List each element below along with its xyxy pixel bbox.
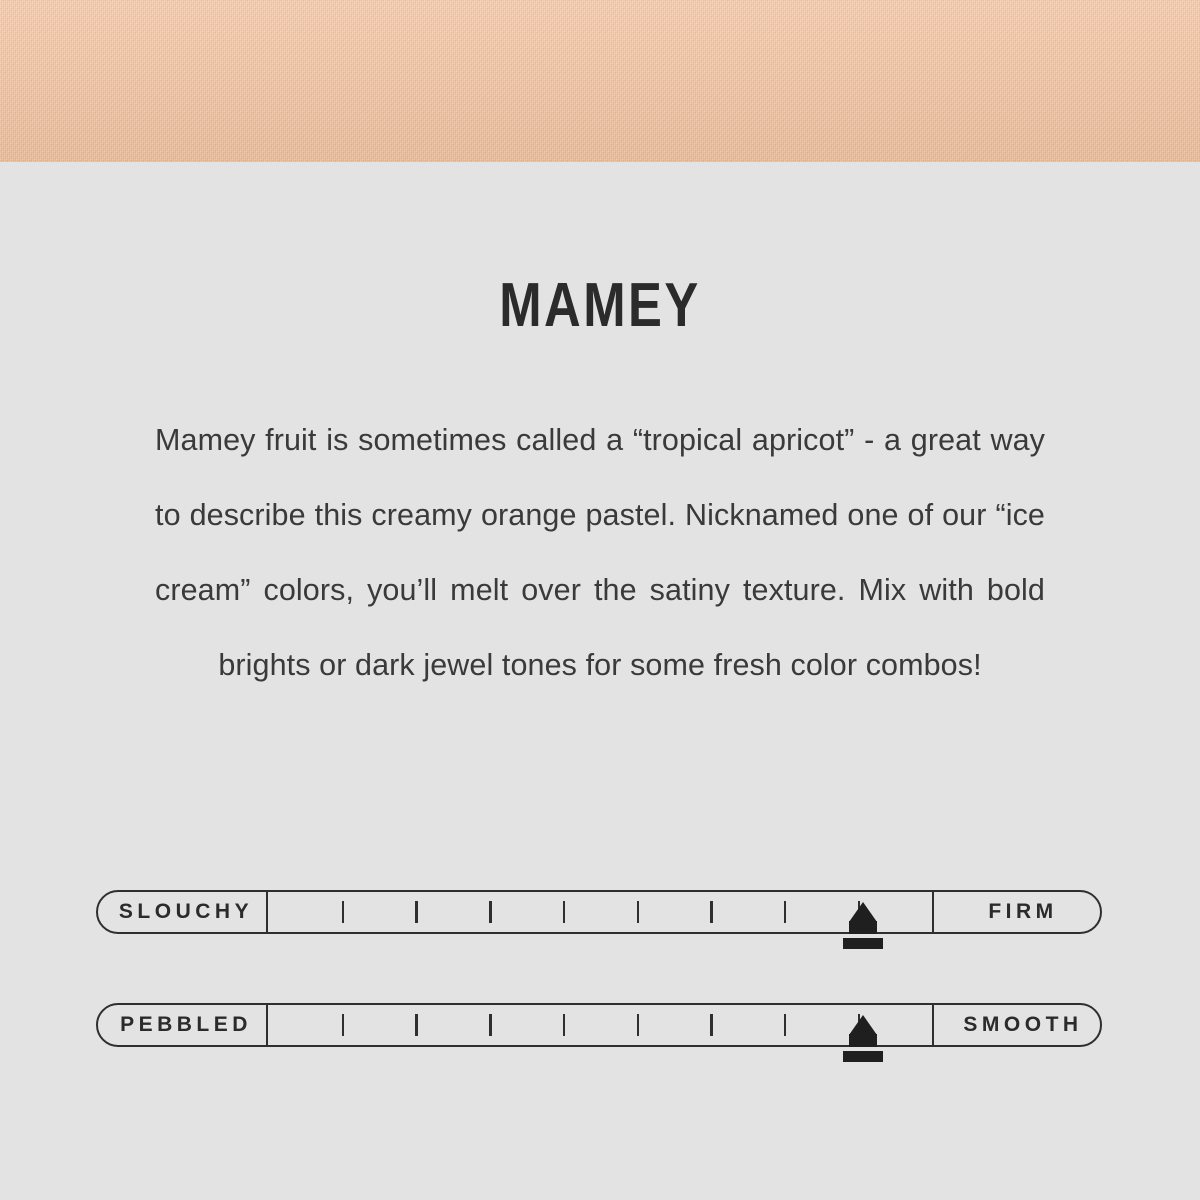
drape-slider[interactable] <box>96 890 1104 936</box>
texture-slider[interactable] <box>96 1003 1104 1049</box>
tick-mark <box>784 901 787 923</box>
tick-mark <box>342 1014 345 1036</box>
tick-mark <box>489 901 492 923</box>
page-title: MAMEY <box>499 271 701 340</box>
tick-mark <box>637 901 640 923</box>
tick-mark <box>637 1014 640 1036</box>
tick-mark <box>415 901 418 923</box>
color-description: Mamey fruit is sometimes called a “tropical apricot” - a great way to describe this creamy orange pastel. Nicknamed one of our “ice cream” colors, you’ll melt over the satiny texture. Mix with bold brights or dark jewel tones for some fresh color combos! <box>155 423 1045 682</box>
card-content <box>0 162 1200 703</box>
tick-mark <box>415 1014 418 1036</box>
attribute-sliders <box>0 890 1200 1049</box>
tick-mark <box>342 901 345 923</box>
tick-mark <box>489 1014 492 1036</box>
slider-handle-icon[interactable] <box>843 1015 883 1071</box>
slider-ticks <box>268 1003 932 1047</box>
slider-handle-icon[interactable] <box>843 902 883 958</box>
tick-mark <box>563 1014 566 1036</box>
tick-mark <box>563 901 566 923</box>
slider-right-label: FIRM <box>932 890 1104 934</box>
slider-left-label: PEBBLED <box>96 1003 268 1047</box>
slider-left-label: SLOUCHY <box>96 890 268 934</box>
slider-ticks <box>268 890 932 934</box>
mamey-color-swatch <box>0 0 1200 162</box>
tick-mark <box>710 1014 713 1036</box>
tick-mark <box>710 901 713 923</box>
tick-mark <box>784 1014 787 1036</box>
slider-right-label: SMOOTH <box>932 1003 1104 1047</box>
